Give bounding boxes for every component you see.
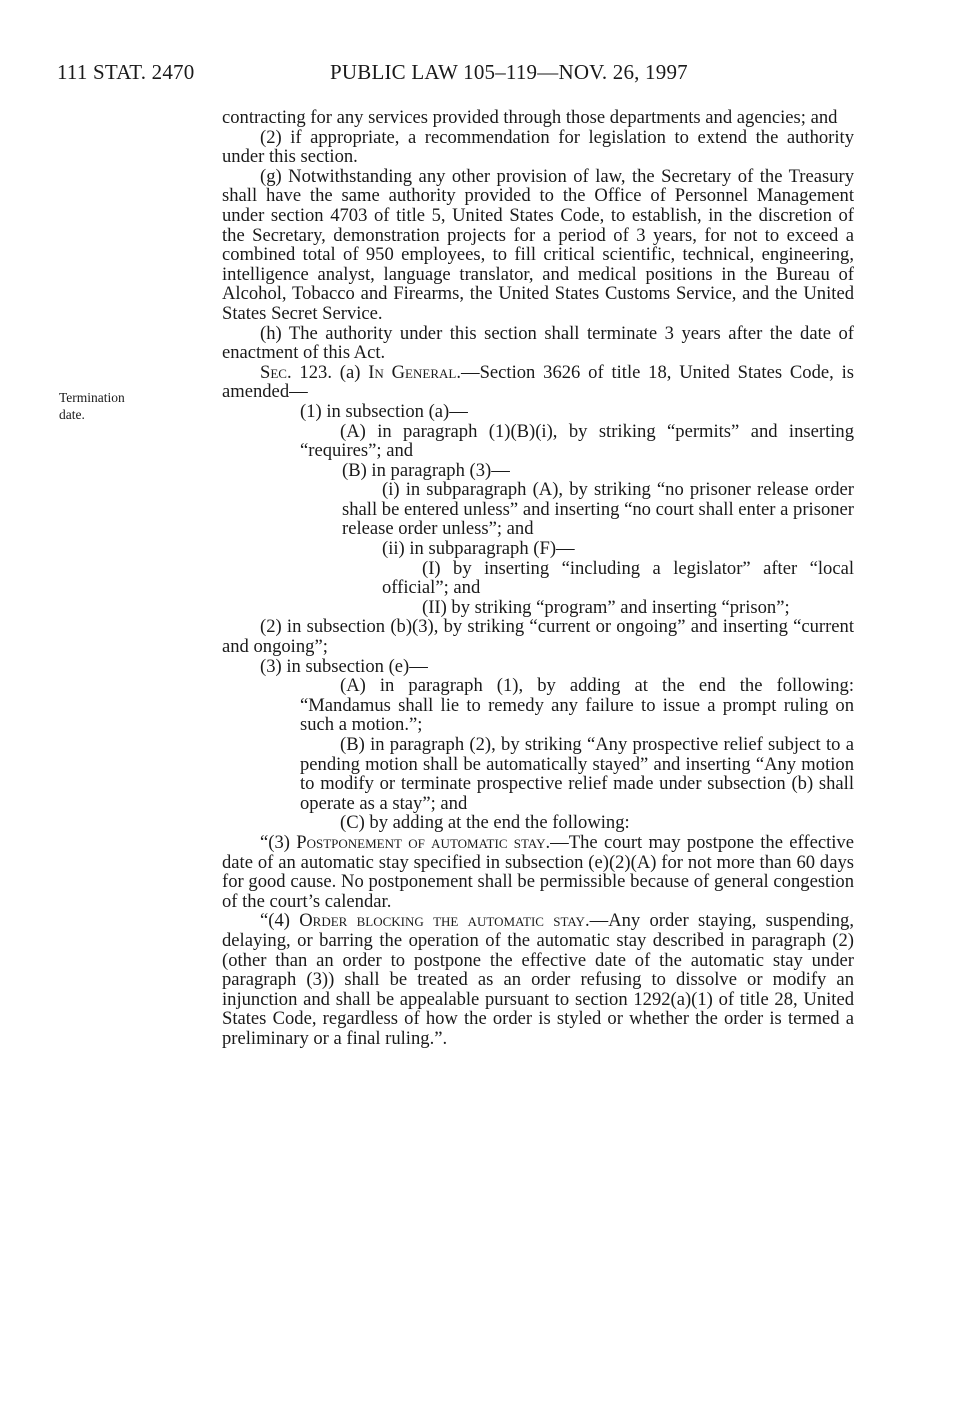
subsection-heading: In General <box>368 361 457 383</box>
paragraph-subsection-h: (h) The authority under this section shall terminate 3 years after the date of enactment of this Act. <box>222 322 854 364</box>
sec-label: Sec. <box>260 361 292 383</box>
paragraph-order-blocking <box>222 911 854 1048</box>
paragraph: (I) by inserting “including a legislator” after “local official”; and <box>382 557 854 599</box>
margin-note-line: date. <box>59 407 85 422</box>
paragraph: contracting for any services provided through those departments and agencies; and <box>222 107 838 128</box>
paragraph: (B) in paragraph (3)— <box>342 459 510 481</box>
paragraph-text: (A) in paragraph (1)(B)(i), by striking “permits” and inserting “requires”; and <box>300 420 854 462</box>
paragraph: (A) in paragraph (1), by adding at the end the following: “Mandamus shall lie to remedy any failure to issue a prompt ruling on such a motion.”; <box>300 675 854 736</box>
paragraph-text: .—The court may postpone the effective date of an automatic stay specified in subsection (e)(2)(A) for not more than 60 days for good cause. No postponement shall be permissible because of general congestion of the court’s calendar. <box>222 831 854 912</box>
paragraph: (2) if appropriate, a recommendation for legislation to extend the authority under this section. <box>222 126 854 168</box>
margin-note-line: Termination <box>59 390 125 405</box>
paragraph-heading: Postponement of automatic stay <box>296 831 546 853</box>
paragraph: (C) by adding at the end the following: <box>340 812 630 834</box>
paragraph-heading: Order blocking the automatic stay <box>299 910 585 932</box>
section-123-heading <box>222 363 854 402</box>
paragraph: (B) in paragraph (2), by striking “Any prospective relief subject to a pending motion shall be automatically stayed” and inserting “Any motion to modify or terminate prospective relief made under subsection (b) shall operate as a stay”; and <box>300 734 854 814</box>
paragraph: (II) by striking “program” and inserting “prison”; <box>422 596 790 618</box>
stat-page-number: 111 STAT. 2470 <box>57 60 195 84</box>
paragraph-text: .—Any order staying, suspending, delaying, or barring the operation of the automatic stay described in paragraph (2) (other than an order to postpone the effective date of the automatic stay under paragraph (3)) shall be treated as an order refusing to dissolve or modify an injunction and shall be appealable pursuant to section 1292(a)(1) of title 28, United States Code, regardless of how the order is styled or whether the order is termed a preliminary or a final ruling.”. <box>222 910 854 1049</box>
paragraph: (ii) in subparagraph (F)— <box>382 538 575 560</box>
margin-note <box>59 389 209 423</box>
sec-text: .—Section 3626 of title 18, United States Code, is amended— <box>222 361 854 403</box>
paragraph <box>222 422 854 461</box>
running-head: PUBLIC LAW 105–119—NOV. 26, 1997 <box>330 60 688 84</box>
para-number: “(4) <box>260 910 300 932</box>
paragraph-postponement <box>222 833 854 911</box>
para-number: “(3) <box>260 831 297 853</box>
paragraph: (i) in subparagraph (A), by striking “no prisoner release order shall be entered unless” and inserting “no court shall enter a prisoner release order unless”; and <box>342 479 854 540</box>
sec-number: 123. (a) <box>291 361 369 383</box>
paragraph-subsection-g: (g) Notwithstanding any other provision of law, the Secretary of the Treasury shall have the same authority provided to the Office of Personnel Management under section 4703 of title 5, United States Code, to establish, in the discretion of the Secretary, demonstration projects for a period of 3 years, for not to exceed a combined total of 950 employees, to fill critical scientific, technical, engineering, intelligence analyst, language translator, and medical positions in the Bureau of Alcohol, Tobacco and Firearms, the United States Customs Service, and the United States Secret Service. <box>222 165 854 324</box>
body-text <box>222 108 854 1049</box>
paragraph: (1) in subsection (a)— <box>300 400 468 422</box>
paragraph: (3) in subsection (e)— <box>260 655 428 677</box>
paragraph: (2) in subsection (b)(3), by striking “current or ongoing” and inserting “current and ongoing”; <box>222 616 854 658</box>
